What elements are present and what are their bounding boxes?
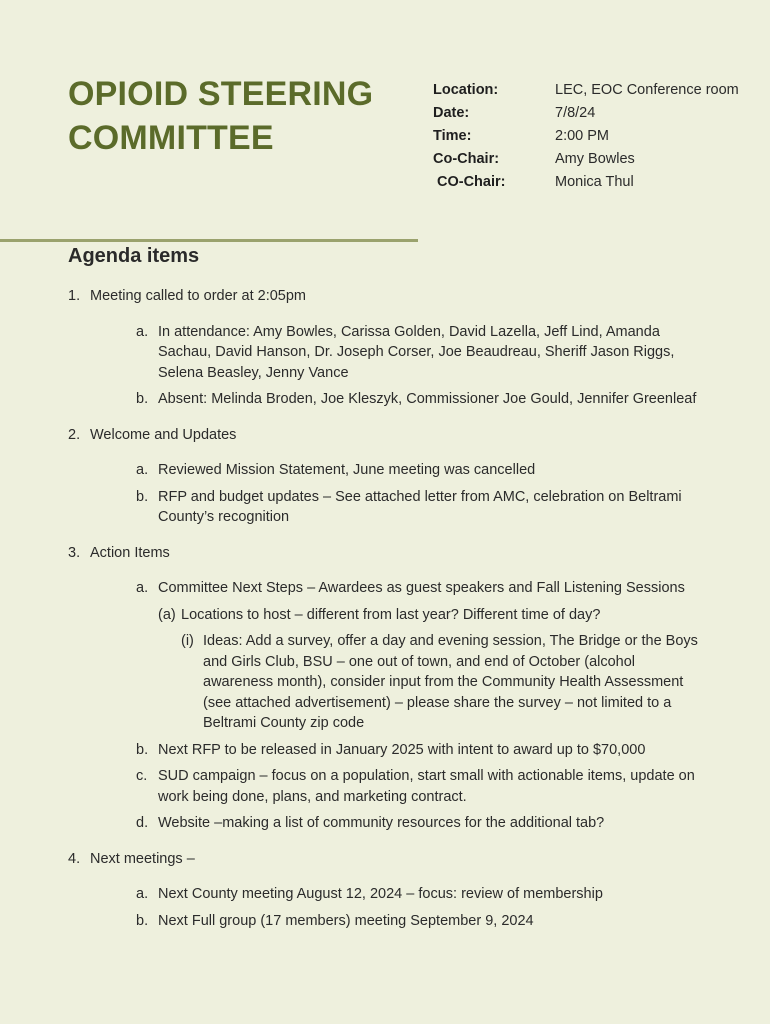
sub-item (136, 487, 708, 528)
meta-value: Monica Thul (555, 174, 634, 190)
agenda-item (68, 286, 708, 410)
sub-item-text: Committee Next Steps – Awardees as guest speakers and Fall Listening Sessions (158, 580, 685, 596)
agenda-item (68, 425, 708, 528)
meta-row-date (433, 103, 739, 126)
meta-row-cochair-2 (433, 172, 739, 195)
agenda-item (68, 849, 708, 932)
nested-sub-sub-item-text: Ideas: Add a survey, offer a day and evening session, The Bridge or the Boys and Girls Club, BSU – one out of town, and end of October (alcohol awareness month), consider input from the Community Health Assessment (see attached advertisement) – please share the survey – not limited to a Beltrami County zip code (203, 633, 698, 731)
title-line-2: COMMITTEE (68, 119, 274, 157)
document-title (68, 72, 388, 160)
sub-item-text: SUD campaign – focus on a population, start small with actionable items, update on work being done, plans, and marketing contract. (158, 768, 695, 805)
sub-item-letter: c. (136, 768, 148, 784)
sub-item-letter: b. (136, 391, 149, 407)
sub-item-letter: b. (136, 912, 149, 929)
sub-item (136, 766, 708, 807)
sub-item-text: Next RFP to be released in January 2025 with intent to award up to $70,000 (158, 741, 646, 758)
item-text: Action Items (90, 544, 170, 561)
sub-item-text: Absent: Melinda Broden, Joe Kleszyk, Commissioner Joe Gould, Jennifer Greenleaf (158, 391, 697, 407)
sub-item-text: Website –making a list of community resources for the additional tab? (158, 815, 605, 831)
meta-key: CO-Chair: (437, 174, 506, 190)
meta-key: Time: (433, 128, 472, 144)
sub-item-text: Next Full group (17 members) meeting September 9, 2024 (158, 912, 534, 929)
meta-row-cochair-1 (433, 149, 739, 172)
sub-item-text: Next County meeting August 12, 2024 – focus: review of membership (158, 886, 603, 902)
sub-item-letter: a. (136, 580, 149, 596)
sub-item (136, 578, 708, 599)
sub-item-letter: a. (136, 886, 149, 902)
sub-item (136, 322, 708, 384)
meta-value: Amy Bowles (555, 151, 635, 167)
sub-item (136, 911, 708, 932)
nested-sub-sub-item-marker: (i) (181, 633, 194, 649)
sub-item (136, 813, 708, 834)
item-number: 4. (68, 850, 81, 867)
meta-key: Location: (433, 82, 499, 98)
meta-key: Co-Chair: (433, 151, 500, 167)
sub-item-group (136, 578, 708, 734)
sub-item-text: Reviewed Mission Statement, June meeting was cancelled (158, 462, 536, 478)
section-divider (0, 239, 418, 242)
sub-item-text: In attendance: Amy Bowles, Carissa Golden, David Lazella, Jeff Lind, Amanda Sachau, David Hanson, Dr. Joseph Corser, Joe Beaudreau, Sheriff Jason Riggs, Selena Beasley, Jenny Vance (158, 323, 675, 381)
meta-key: Date: (433, 105, 470, 121)
nested-sub-item-text: Locations to host – different from last year? Different time of day? (181, 606, 601, 623)
sub-item (136, 884, 708, 905)
item-number: 2. (68, 426, 81, 443)
sub-item-letter: a. (136, 462, 149, 478)
agenda-item (68, 543, 708, 834)
sub-item-letter: b. (136, 488, 149, 505)
sub-item-letter: a. (136, 323, 149, 340)
nested-sub-item (136, 605, 708, 626)
item-text: Next meetings – (90, 850, 195, 867)
meta-row-location (433, 80, 739, 103)
meeting-details (433, 80, 739, 195)
agenda-list (68, 286, 708, 946)
meta-value: 7/8/24 (555, 105, 596, 121)
sub-item-letter: b. (136, 741, 149, 758)
nested-sub-sub-item (136, 631, 708, 734)
item-text: Meeting called to order at 2:05pm (90, 288, 307, 304)
sub-item (136, 460, 708, 481)
agenda-heading: Agenda items (68, 245, 200, 267)
item-number: 3. (68, 544, 81, 561)
item-number: 1. (68, 288, 81, 304)
nested-sub-item-marker: (a) (158, 606, 176, 623)
sub-item (136, 389, 708, 410)
title-line-1: OPIOID STEERING (68, 75, 374, 113)
item-text: Welcome and Updates (90, 426, 237, 443)
sub-item (136, 740, 708, 761)
meta-row-time (433, 126, 739, 149)
meta-value: LEC, EOC Conference room (555, 82, 739, 98)
meta-value: 2:00 PM (555, 128, 609, 144)
sub-item-text: RFP and budget updates – See attached letter from AMC, celebration on Beltrami County’s recognition (158, 488, 682, 525)
sub-item-letter: d. (136, 815, 149, 831)
